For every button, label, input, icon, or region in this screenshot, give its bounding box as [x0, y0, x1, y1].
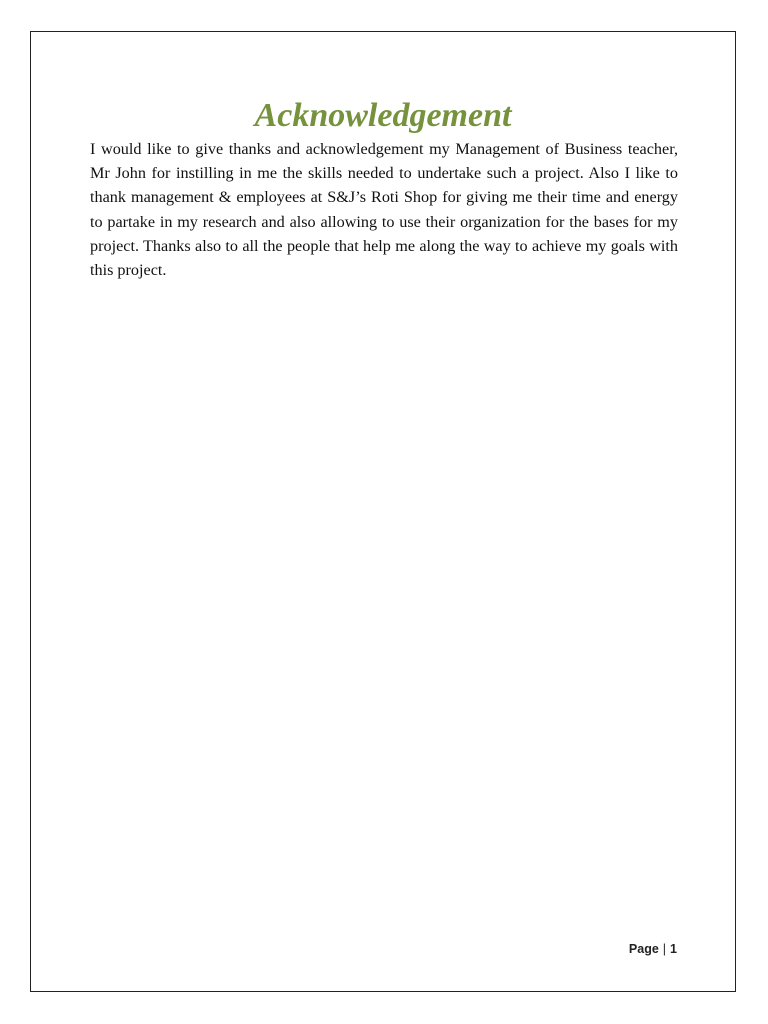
acknowledgement-paragraph: I would like to give thanks and acknowledgement my Management of Business teacher, Mr John for instilling in me the skills needed to undertake such a project. Also I like to thank management & employees at S&J’s Roti Shop for giving me their time and energy to partake in my research and also allowing to use their organization for the bases for my project. Thanks also to all the people that help me along the way to achieve my goals with this project. [90, 140, 678, 280]
page-number: 1 [670, 942, 677, 956]
document-page [30, 31, 736, 992]
page-title: Acknowledgement [254, 97, 512, 134]
page-separator: | [662, 942, 667, 956]
page-number-footer [629, 942, 677, 956]
page-label: Page [628, 942, 659, 956]
